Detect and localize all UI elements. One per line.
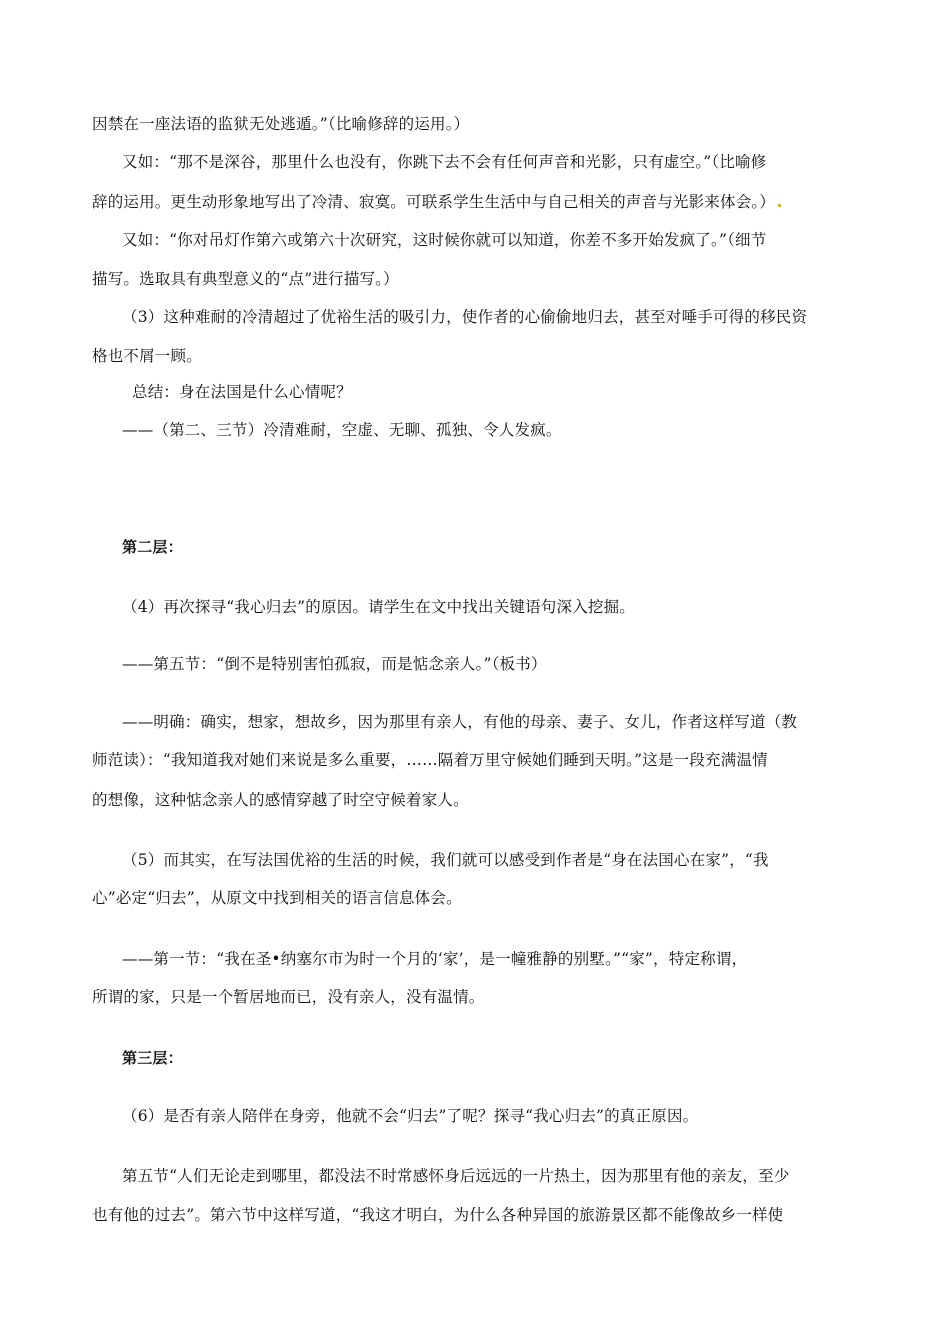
text-line: （5）而其实，在写法国优裕的生活的时候，我们就可以感受到作者是“身在法国心在家”，“我	[122, 851, 769, 869]
text-line: 因禁在一座法语的监狱无处逃遁。”（比喻修辞的运用。）	[92, 115, 470, 133]
text-line: 心”必定“归去”，从原文中找到相关的语言信息体会。	[92, 889, 462, 907]
text-span: 辞的运用。更生动形象地写出了冷清、寂寞。可联系学生生活中与自己相关的声音与光影来体会。）	[92, 193, 776, 211]
text-line: ——第五节：“倒不是特别害怕孤寂，而是惦念亲人。”（板书）	[122, 655, 547, 673]
text-line: 师范读）：“我知道我对她们来说是多么重要，……隔着万里守候她们睡到天明。”这是一段充满温情	[92, 751, 768, 769]
section-heading: 第三层：	[122, 1049, 183, 1067]
text-line: ——明确：确实，想家，想故乡，因为那里有亲人，有他的母亲、妻子、女儿，作者这样写道（教	[122, 713, 798, 731]
section-heading: 第二层：	[122, 538, 183, 556]
text-line: 格也不屑一顾。	[92, 347, 202, 365]
text-line: 的想像，这种惦念亲人的感情穿越了时空守候着家人。	[92, 791, 469, 809]
text-line: 描写。选取具有典型意义的“点”进行描写。）	[92, 270, 399, 288]
text-line: ——第一节：“我在圣•纳塞尔市为时一个月的‘家’，是一幢雅静的别墅。”“家”，特定称谓，	[122, 950, 748, 968]
highlight-mark	[778, 204, 781, 207]
text-line: （3）这种难耐的冷清超过了优裕生活的吸引力，使作者的心偷偷地归去，甚至对唾手可得的移民资	[122, 308, 808, 326]
text-line: 又如：“那不是深谷，那里什么也没有，你跳下去不会有任何声音和光影，只有虚空。”（比喻修	[122, 153, 767, 171]
text-line: （4）再次探寻“我心归去”的原因。请学生在文中找出关键语句深入挖掘。	[122, 598, 636, 616]
text-line	[92, 192, 862, 212]
text-line: 第五节“人们无论走到哪里，都没法不时常感怀身后远远的一片热土，因为那里有他的亲友，至少	[122, 1167, 790, 1185]
text-line: 所谓的家，只是一个暂居地而已，没有亲人，没有温情。	[92, 988, 485, 1006]
text-line: 也有他的过去”。第六节中这样写道，“我这才明白，为什么各种异国的旅游景区都不能像故乡一样使	[92, 1206, 784, 1224]
text-line: （6）是否有亲人陪伴在身旁，他就不会“归去”了呢？探寻“我心归去”的真正原因。	[122, 1107, 699, 1125]
text-line: 又如：“你对吊灯作第六或第六十次研究，这时候你就可以知道，你差不多开始发疯了。”（细节	[122, 231, 767, 249]
text-line: ——（第二、三节）冷清难耐，空虚、无聊、孤独、令人发疯。	[122, 421, 562, 439]
text-line: 总结：身在法国是什么心情呢？	[132, 383, 352, 401]
